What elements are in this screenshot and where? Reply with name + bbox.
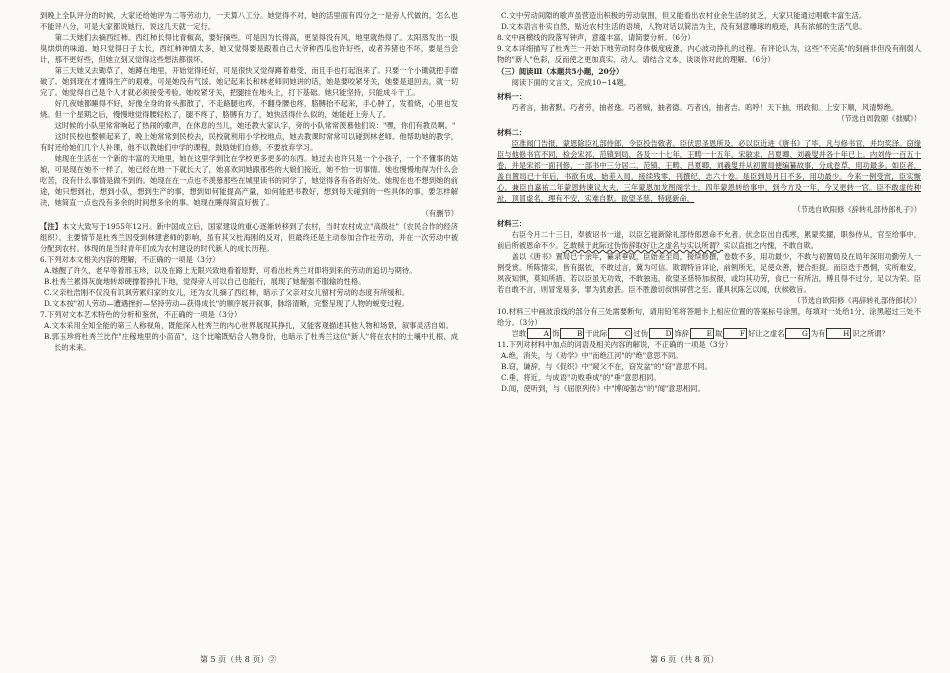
q10-text: 识之所谓？ (852, 329, 889, 338)
page-footer-left: 第 5 页（共 8 页）② (200, 655, 277, 664)
q6-option-b: B.杜秀兰累得灰旋地转却硬撑着挣扎下地，觉得旁人可以自己也能行，展现了她倔强不服输的性格。 (44, 277, 366, 286)
material-3-wavy-line: 乞敢赎于此际过伪饰辞取好让之虚名与实以所谓？ (562, 241, 724, 250)
q10-text: 岂敢 (511, 329, 527, 338)
marker-a[interactable]: A (527, 328, 551, 339)
material-3-part-b: 实以直拙之内愧，不敢自欺。 (723, 241, 819, 250)
q11-option-a: A.绝，消失，与《劝学》中"而绝江河"的"绝"意思不同。 (501, 351, 683, 360)
marker-d[interactable]: D (649, 328, 673, 339)
question-11: 11.下列对材料中加点的词语及相关内容的解说，不正确的一项是（3分） (497, 340, 733, 349)
q6-option-c: C.父亲杜浩刚不仅没有讥讽劳累归家的女儿，还为女儿摘了西红柿，暗示了父亲对女儿留村劳动的态度有所缓和。 (44, 288, 410, 297)
question-7: 7.下列对文本艺术特色的分析和鉴赏，不正确的一项是（3分） (40, 310, 242, 319)
material-1-text: 巧者言，抽者默。巧者劳，抽者逸。巧者贼，抽者德。巧者凶，抽者吉。呜呼！天下抽，刑政彻。上安下顺，风清弊绝。 (511, 103, 899, 112)
left-page (40, 10, 458, 353)
story-note (40, 221, 458, 254)
q7-option-b: B.郭玉珍将杜秀兰比作"庄稼地里的小苗苗"，这个比喻既贴合人物身份，也暗示了杜秀兰这位"新人"将在农村的土壤中扎根、成长的未来。 (44, 332, 458, 352)
q10-text: 于此际 (585, 329, 608, 338)
q10-text: 为有 (810, 329, 826, 338)
story-paragraph: 第二天她们去摘西红柿。西红柿长得比青椒高，要好摘些。可是因为长得高，更显得没有风，地里就热得了。太阳蒸发出一股臭烘烘的味道。她只觉得日子太长，西红柿神情太多，她又觉得要是跟着自己大爷种西瓜也许好些，或者养猪也不坏，要是当会计，那不更好些，但她立刻又觉得这些想法都很坏。 (40, 33, 458, 64)
q6-option-d: D.文本按"初人劳动—遭遇挫折—坚持劳动—获得成长"的顺序展开叙事，脉络清晰，完整呈现了人物的蜕变过程。 (44, 299, 409, 308)
q10-sentence-with-markers (497, 328, 921, 339)
marker-g[interactable]: G (785, 328, 809, 339)
marker-f[interactable]: F (723, 328, 747, 339)
story-paragraph: 第三天她又去锄草了，她蹲在地里，开始觉得还好，可是很快又觉得蹲着难受，而且手也打起泡来了。只要一个小锄就把手磨破了。她到现在才懂得生产的艰难，可是她没有气馁。她记起来长和林老师同她讲的话，她是要咬紧牙关，她要是退回去，就一切完了。她觉得自己是个人才就必须接受考验。她咬紧牙关，把腿挂在地头上，打下基础。她只能坚持，只能成斗干工。 (40, 66, 458, 97)
q7-option-a: A.文本采用全知全能的第三人称视角，既能深入杜秀兰的内心世界展现其挣扎，又能客观描述其他人物和场景，叙事灵活自如。 (44, 321, 453, 330)
marker-b[interactable]: B (560, 328, 584, 339)
q10-text: 好让之虚名 (747, 329, 785, 338)
marker-h[interactable]: H (826, 328, 851, 339)
right-page (497, 10, 921, 394)
question-10: 10.材料三中画波浪线的部分有三处需要断句，请用铅笔将答题卡上相应位置的答案标号涂黑，每填对一处给1分，涂黑超过三处不给分。（3分） (497, 307, 921, 327)
question-8: 8.文中画横线的段落写钟声，意蕴丰富，请简要分析。（6分） (497, 33, 695, 42)
q10-text: 取 (714, 329, 723, 338)
q11-option-b: B.窃，谦辞，与《促织》中"窥父不在，窃发盆"的"窃"意思不同。 (501, 362, 712, 371)
material-3-text-1 (497, 229, 921, 251)
material-2-attribution: （节选自欧阳修《辞转礼部侍郎札子》） (793, 205, 921, 214)
page-footer-right: 第 6 页（共 8 页） (650, 655, 719, 664)
section-3-title: （三）阅读Ⅲ（本题共5小题，20分） (497, 67, 624, 76)
material-3-title: 材料三： (497, 219, 527, 228)
material-3-attribution: （节选自欧阳修《再辞转礼部侍郎状》） (793, 296, 921, 305)
q7-option-c: C.文中劳动间隙的歌声虽营造出积极的劳动氛围，但又能看出农村业余生活的贫乏，大家只能通过唱歌丰富生活。 (501, 11, 867, 20)
note-label: 【注】 (40, 222, 63, 231)
material-2-text: 臣准闻门告报，蒙恩除臣礼部侍郎，令臣投告敕者。臣伏思圣恩所及，必以臣近进《唐书》了毕，凡与修书官，并均奖泽。窃缘臣与他修书官不同，检会宋祁、范镇到局，各及一十七年，王畴一十五年，宋敏求、吕夏卿、刘羲叟并各十年已上。内刘侍一百五十卷，并是宋祁一面刊修，一部书中三分居二，范镇、王畴、吕夏卿、刘羲叟并从初置局便编纂故事，分成卷草，用功最多。如臣者，盖自置局已十年后，书欲有成，始差入局，接续残零，刊撰纪、志六十卷。是臣到局月日不多，用功最少。今来一例受赏，臣实惭心。兼臣自嘉祐二年蒙恩转谏议大夫，三年蒙恩加龙图阁学士，四年蒙恩转给事中，到今方及一年，今又更转一官。臣不敢虚传种祉，顶冒虚名，理有不安，实难自默。欲望圣慈，特寝新命， (497, 139, 921, 203)
section-3-instructions: 阅读下面的文言文，完成10~14题。 (511, 78, 632, 87)
material-1-title: 材料一： (497, 92, 527, 101)
question-9: 9.文本详细描写了杜秀兰一开始下地劳动时身体极度疲惫、内心波动挣扎的过程。有评论认为，这些"不完美"的刻画非但没有削弱人物的"新人"色彩，反而使之更加真实、动人。请结合文本，谈谈你对此的理解。（6分） (497, 44, 921, 64)
q10-text: 过伪 (633, 329, 648, 338)
note-text: 本文大致写于1955年12月。新中国成立后，国家建设的重心逐渐转移到了农村，当时农村成立"高级社"（农民合作的经济组织）。主要情节是杜秀兰因受到林建老师的影响，虽有其父杜海刚的反对，但最终还是主动参加合作社劳动，并在一次劳动中被分配到农村。体现的是当时青年们成为农村建设的时代新人的成长历程。 (40, 222, 458, 253)
marker-e[interactable]: E (690, 328, 714, 339)
material-3-text-2: 盖以《唐书》置局已十余年，纂录垂就，臣始差至局，接续修撰，卷数不多，用功最少，不敢与初置局及在局年深用功勤劳人一例受赏。所陈情实，皆有据依，不敢过言，冀为可信。欺谓特旨详论，前例所无，足使众善，便合拒捉。而臣迭于愚惘，实所难安，夙夜知惧，莫知所措。若以臣虽无功效，不敢独违，欲望圣慈特加叔报，或均其功劳，食已一有所沾，傅且得不过分，足以为荣。臣若自敢不言，则冒宠易多，罪为犹愈甚。臣不胜激切叔惧屏营之至。谨具状陈乞以闻，伏候敕旨。 (497, 252, 921, 294)
story-attribution: （有删节） (421, 209, 458, 218)
question-6: 6.下列对本文相关内容的理解，不正确的一项是（3分） (40, 255, 220, 264)
material-1-attribution: （节选自周敦颐《拙赋》） (837, 114, 921, 123)
story-paragraph: 这时民校也整顿起来了，晚上她常常到民校去，民校就利用小学校地点，她去教课时常常可以碰到林老师。他帮助她的教学，有时还给她们几个人补课，他不以教她们中学的课程，鼓励她们自修，不要放弃学习。 (40, 132, 458, 152)
story-paragraph: 她现在生活在一个新的丰富的天地里，她在这里学到比在学校更多更多的东西。她过去也许只是一个小孩子，一个不懂事的姑娘，可是现在她不一样了，她已经在地一下就长大了，她喜欢同她跟那些的大娘们接近，她不怕一切事情。她也慢慢地得为什么会吃苦，没有什么事情是做不到的。她现在在一点也不羡慕那些在城里读书的同学了，她觉得各有各的好处。她现在也不想到她的前途，她只想到社，想到小队，想到生产的事，想到如何能提高产量，如何能把书教好，想到每天碰到的一些具体的事，要怎样解决，她简直一点也没有多余的时间想多余的事。她现在睡得简直好极了。 (40, 154, 458, 207)
q10-text: 饰辞 (674, 329, 690, 338)
story-paragraph: 好几夜她都睡得不好，好像全身的骨头都散了，不走路腿也疼，不翻身腰也疼，胳膊抬不起来，手心肿了，发着烧，心里也发烧。但一个星期之后，慢慢地觉得腰轻松了，腿不疼了，胳膊有力了，她快活得什么似的，她能赶上旁人了。 (40, 99, 458, 119)
material-2-title: 材料二： (497, 128, 527, 137)
q6-option-a: A.她醒了许久，老早等着邢玉珍，以及在路上无限兴致地看着原野，可看出杜秀兰对即将到来的劳动的追切与期待。 (44, 266, 417, 275)
material-3-part-a: 右臣今月二十三日，奉被诏书一道，以臣乞寝新除礼部侍郎恩命不允者。伏念臣出自孤寒，累蒙奖擢，职参侍从，官至给事中，前后所被恩命不少。 (497, 230, 921, 250)
marker-c[interactable]: C (608, 328, 632, 339)
q7-option-d: D.文本语言朴实自然，贴近农村生活的语境，人物对话以简洁为主，没有刻意雕琢的痕迹，具有浓郁的生活气息。 (501, 22, 867, 31)
q11-option-d: D.闻，使听到，与《屈原列传》中"博闻强志"的"闻"意思相同。 (501, 384, 705, 393)
story-paragraph: 这时候的小队里常常响起了热闹的歌声，在休息的当儿，她还教大家认字，旁的小队常常羡慕他们说："嘿，你们有教员啊。" (54, 121, 456, 130)
story-paragraph: 到晚上全队评分的时候，大家还给她评为二等劳动力，一天算八工分。她觉得不对，她的活里面有四分之一是旁人代做的，怎么也不能评八分，可是大家都说她行，说这几天就一定行。 (40, 11, 458, 31)
q11-option-c: C.垂，将近，与成语"功败垂成"的"垂"意思相同。 (501, 373, 661, 382)
q10-text: 饰 (552, 329, 560, 338)
